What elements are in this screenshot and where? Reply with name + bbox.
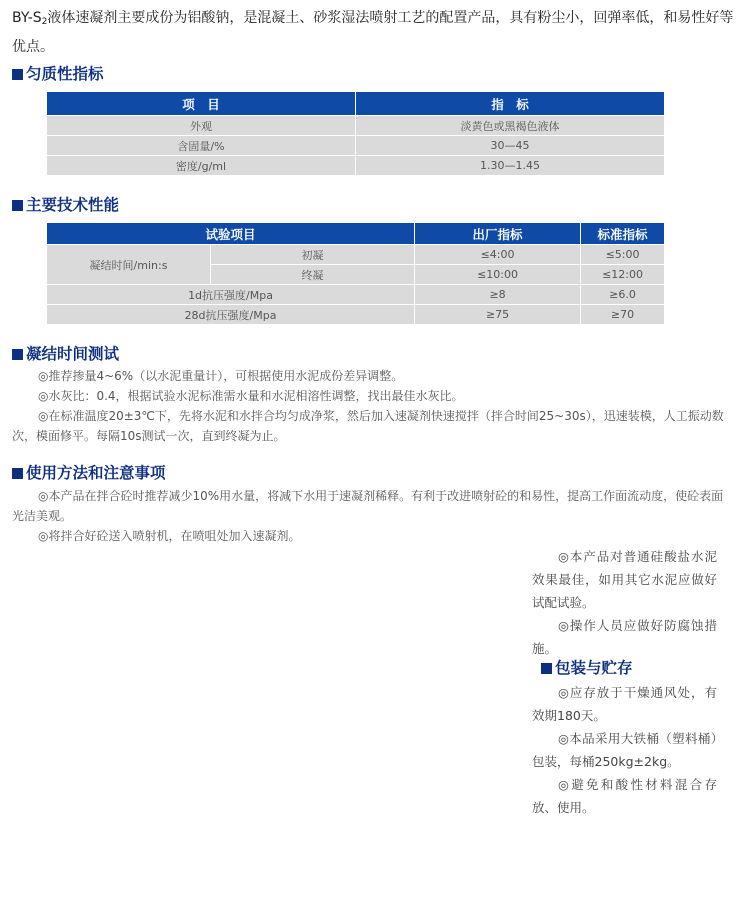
column-header: 标准指标 xyxy=(581,223,665,245)
uniformity-table xyxy=(46,91,665,176)
paragraph: ◎本产品对普通硅酸盐水泥效果最佳，如用其它水泥应做好试配试验。 xyxy=(532,549,717,610)
performance-table xyxy=(46,222,665,325)
paragraph: ◎推荐掺量4~6%（以水泥重量计），可根据使用水泥成份差异调整。 xyxy=(38,369,404,383)
table-cell: ≥75 xyxy=(415,305,581,325)
table-cell: ≤12:00 xyxy=(581,265,665,285)
performance-heading xyxy=(12,195,119,215)
paragraph: ◎本品采用大铁桶（塑料桶）包装，每桶250kg±2kg。 xyxy=(532,731,717,769)
paragraph: ◎在标准温度20±3℃下，先将水泥和水拌合均匀成净浆，然后加入速凝剂快速搅拌（拌合时间25~30s），迅速装模，人工振动数次，模面修平。每隔10s测试一次，直到终凝为止。 xyxy=(12,409,724,443)
table-row xyxy=(47,136,665,156)
paragraph: ◎应存放于干燥通风处，有效期180天。 xyxy=(532,685,717,723)
table-cell: 终凝 xyxy=(211,265,415,285)
table-row xyxy=(47,116,665,136)
table-cell: 密度/g/ml xyxy=(47,156,356,176)
intro-paragraph xyxy=(12,6,734,60)
table-row xyxy=(47,245,665,265)
paragraph: ◎操作人员应做好防腐蚀措施。 xyxy=(532,618,717,656)
table-cell: 30—45 xyxy=(356,136,665,156)
paragraph: ◎避免和酸性材料混合存放、使用。 xyxy=(532,777,717,815)
table-cell: 1d抗压强度/Mpa xyxy=(47,285,415,305)
table-cell: ≤5:00 xyxy=(581,245,665,265)
paragraph: ◎水灰比：0.4，根据试验水泥标准需水量和水泥相溶性调整，找出最佳水灰比。 xyxy=(38,389,464,403)
paragraph: ◎将拌合好砼送入喷射机，在喷咀处加入速凝剂。 xyxy=(38,529,301,543)
storage-heading xyxy=(541,658,633,678)
table-cell: ≤4:00 xyxy=(415,245,581,265)
storage-text xyxy=(532,681,717,819)
table-cell: 外观 xyxy=(47,116,356,136)
usage-heading-text: 使用方法和注意事项 xyxy=(26,464,166,482)
column-header: 指 标 xyxy=(356,92,665,116)
performance-heading-text: 主要技术性能 xyxy=(26,196,120,214)
table-cell: 淡黄色或黑褐色液体 xyxy=(356,116,665,136)
usage-side-text xyxy=(532,545,717,660)
setting-test-text xyxy=(12,366,734,446)
table-cell: ≥70 xyxy=(581,305,665,325)
table-cell: 1.30—1.45 xyxy=(356,156,665,176)
setting-test-heading xyxy=(12,344,119,364)
setting-test-heading-text: 凝结时间测试 xyxy=(26,345,120,363)
column-header: 项 目 xyxy=(47,92,356,116)
table-cell: 含固量/% xyxy=(47,136,356,156)
column-header: 出厂指标 xyxy=(415,223,581,245)
table-cell: ≥6.0 xyxy=(581,285,665,305)
table-cell: ≥8 xyxy=(415,285,581,305)
table-row xyxy=(47,305,665,325)
usage-text xyxy=(12,486,734,546)
product-code: BY-S xyxy=(12,10,42,26)
product-code-subscript: 2 xyxy=(41,17,48,27)
usage-heading xyxy=(12,463,166,483)
table-header-row xyxy=(47,92,665,116)
table-header-row xyxy=(47,223,665,245)
table-cell: 初凝 xyxy=(211,245,415,265)
square-bullet-icon xyxy=(12,69,23,80)
square-bullet-icon xyxy=(12,200,23,211)
column-header: 试验项目 xyxy=(47,223,415,245)
paragraph: ◎本产品在拌合砼时推荐减少10%用水量，将减下水用于速凝剂稀释。有利于改进喷射砼的和易性，提高工作面流动度，使砼表面光洁美观。 xyxy=(12,489,724,523)
table-cell: 28d抗压强度/Mpa xyxy=(47,305,415,325)
storage-heading-text: 包装与贮存 xyxy=(555,659,633,677)
uniformity-heading-text: 匀质性指标 xyxy=(26,65,104,83)
intro-text: 液体速凝剂主要成份为铝酸钠，是混凝土、砂浆湿法喷射工艺的配置产品，具有粉尘小，回弹率低，和易性好等优点。 xyxy=(12,10,734,55)
square-bullet-icon xyxy=(12,349,23,360)
square-bullet-icon xyxy=(541,663,552,674)
uniformity-heading xyxy=(12,64,104,84)
table-cell: ≤10:00 xyxy=(415,265,581,285)
table-cell: 凝结时间/min:s xyxy=(47,245,211,285)
table-row xyxy=(47,285,665,305)
table-row xyxy=(47,156,665,176)
square-bullet-icon xyxy=(12,468,23,479)
